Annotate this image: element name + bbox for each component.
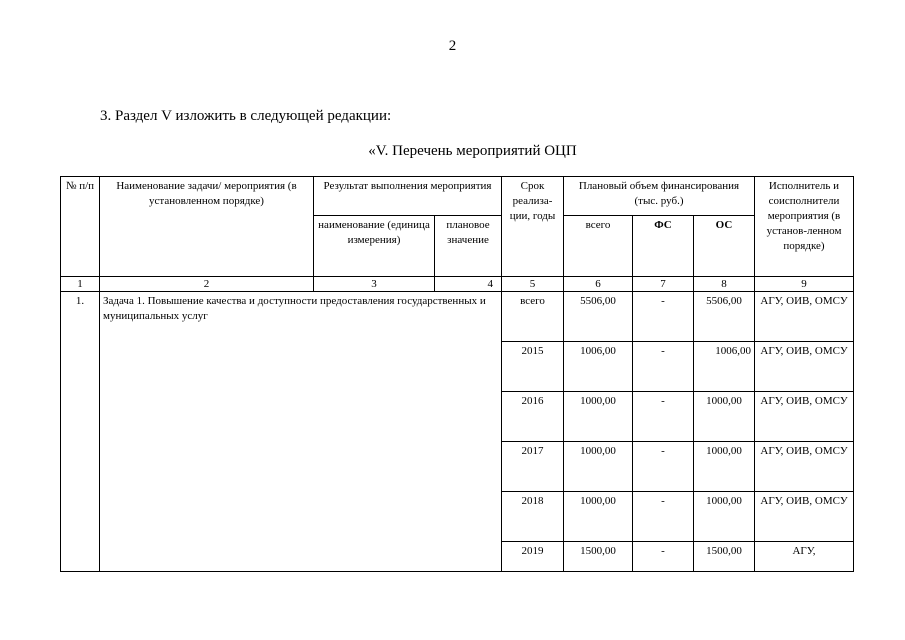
- header-row-1: [61, 177, 854, 216]
- task-name: Задача 1. Повышение качества и доступности предоставления государственных и муниципальных услуг: [100, 292, 502, 572]
- row-os: 1500,00: [694, 542, 755, 572]
- row-term: 2016: [502, 392, 564, 442]
- header-num: № п/п: [61, 177, 100, 277]
- header-funding: Плановый объем финансирования (тыс. руб.): [564, 177, 755, 216]
- row-total: 1000,00: [564, 492, 633, 542]
- col-number-8: 8: [694, 277, 755, 292]
- row-total: 1000,00: [564, 392, 633, 442]
- row-executor: АГУ,: [755, 542, 854, 572]
- header-task-name: Наименование задачи/ мероприятия (в установленном порядке): [100, 177, 314, 277]
- table-row: [61, 292, 854, 342]
- row-term: 2017: [502, 442, 564, 492]
- row-executor: АГУ, ОИВ, ОМСУ: [755, 342, 854, 392]
- header-result: Результат выполнения мероприятия: [314, 177, 502, 216]
- row-total: 1006,00: [564, 342, 633, 392]
- col-number-3: 3: [314, 277, 435, 292]
- col-number-1: 1: [61, 277, 100, 292]
- row-os: 1000,00: [694, 442, 755, 492]
- page-number: 2: [448, 38, 457, 54]
- row-fs: -: [633, 542, 694, 572]
- header-os: ОС: [694, 216, 755, 277]
- row-term: всего: [502, 292, 564, 342]
- row-executor: АГУ, ОИВ, ОМСУ: [755, 392, 854, 442]
- col-number-5: 5: [502, 277, 564, 292]
- row-total: 5506,00: [564, 292, 633, 342]
- row-os: 1000,00: [694, 492, 755, 542]
- row-term: 2018: [502, 492, 564, 542]
- col-number-9: 9: [755, 277, 854, 292]
- row-os: 1006,00: [694, 342, 755, 392]
- col-number-4: 4: [435, 277, 502, 292]
- row-os: 5506,00: [694, 292, 755, 342]
- activities-table: [60, 176, 854, 572]
- row-fs: -: [633, 392, 694, 442]
- section-instruction: 3. Раздел V изложить в следующей редакции:: [100, 108, 392, 124]
- table-title: «V. Перечень мероприятий ОЦП: [368, 143, 577, 159]
- row-total: 1500,00: [564, 542, 633, 572]
- header-result-value: плановое значение: [435, 216, 502, 277]
- task-number: 1.: [61, 292, 100, 572]
- header-executor: Исполнитель и соисполнители мероприятия (в установ-ленном порядке): [755, 177, 854, 277]
- row-fs: -: [633, 492, 694, 542]
- row-fs: -: [633, 442, 694, 492]
- col-number-6: 6: [564, 277, 633, 292]
- row-fs: -: [633, 342, 694, 392]
- header-total: всего: [564, 216, 633, 277]
- row-term: 2015: [502, 342, 564, 392]
- row-executor: АГУ, ОИВ, ОМСУ: [755, 492, 854, 542]
- col-number-2: 2: [100, 277, 314, 292]
- row-executor: АГУ, ОИВ, ОМСУ: [755, 292, 854, 342]
- row-fs: -: [633, 292, 694, 342]
- row-total: 1000,00: [564, 442, 633, 492]
- row-os: 1000,00: [694, 392, 755, 442]
- header-result-name: наименование (единица измерения): [314, 216, 435, 277]
- row-executor: АГУ, ОИВ, ОМСУ: [755, 442, 854, 492]
- header-term: Срок реализа-ции, годы: [502, 177, 564, 277]
- row-term: 2019: [502, 542, 564, 572]
- col-number-7: 7: [633, 277, 694, 292]
- header-fs: ФС: [633, 216, 694, 277]
- column-numbers-row: [61, 277, 854, 292]
